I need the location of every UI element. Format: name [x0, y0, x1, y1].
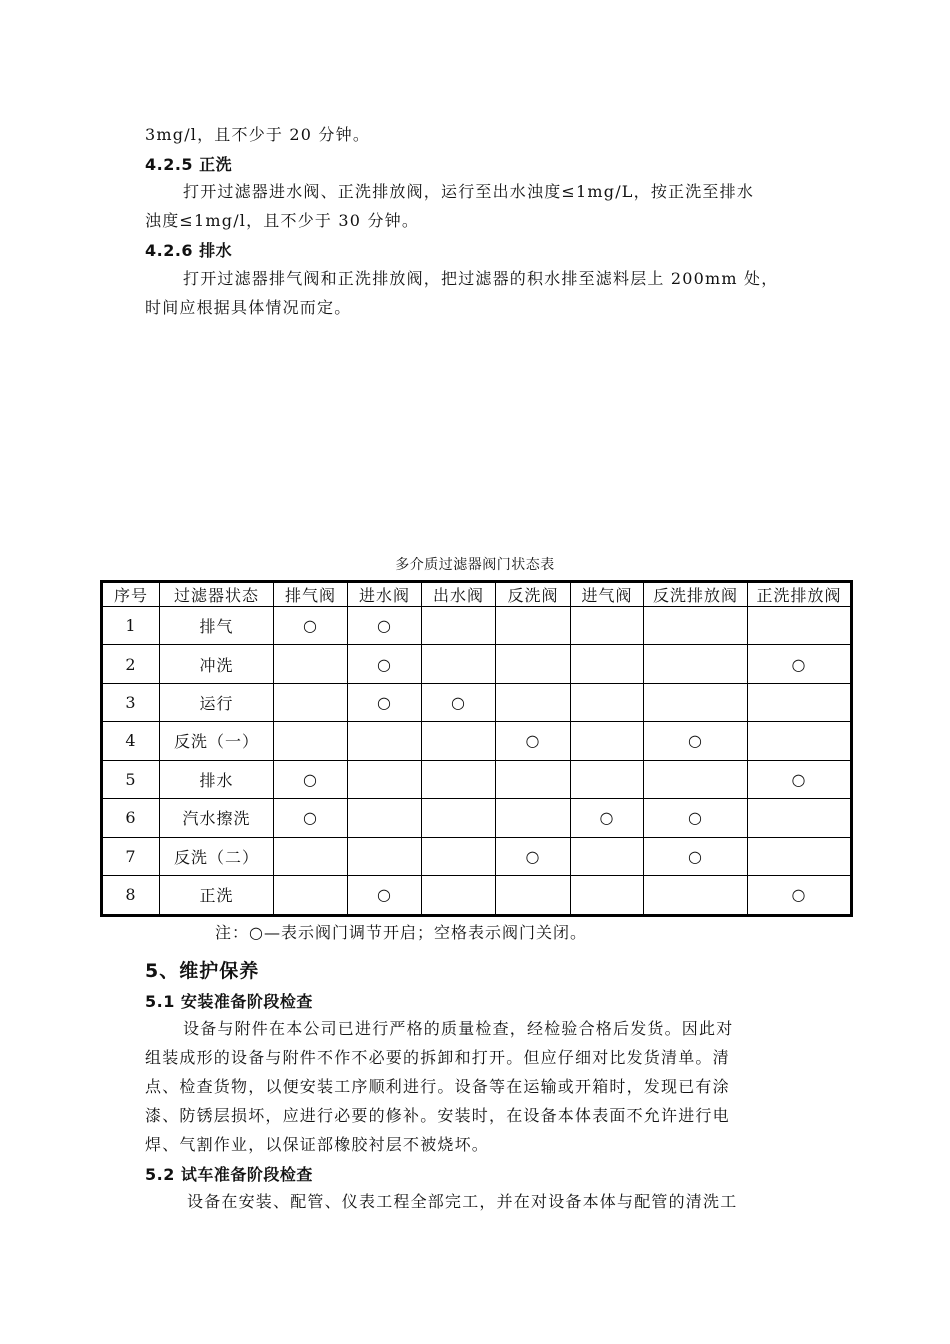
table-cell: ○	[496, 722, 571, 760]
table-cell: ○	[348, 607, 422, 645]
table-cell: 8	[102, 875, 160, 915]
table-cell: ○	[274, 607, 348, 645]
section-5-title: 5、维护保养	[145, 960, 260, 982]
paragraph-5-1-line4: 漆、防锈层损坏，应进行必要的修补。安装时，在设备本体表面不允许进行电	[145, 1106, 730, 1125]
table-cell	[748, 837, 852, 875]
header-cell: 正洗排放阀	[748, 582, 852, 607]
table-note: 注：○—表示阀门调节开启；空格表示阀门关闭。	[215, 923, 587, 942]
table-header-row	[102, 582, 852, 607]
valve-status-table	[100, 580, 853, 917]
table-cell	[496, 607, 571, 645]
table-cell	[496, 683, 571, 721]
table-cell	[571, 875, 644, 915]
table-cell: ○	[644, 837, 748, 875]
table-cell	[348, 799, 422, 837]
table-row	[102, 722, 852, 760]
table-cell: 1	[102, 607, 160, 645]
table-cell: ○	[748, 875, 852, 915]
table-cell	[571, 645, 644, 683]
table-cell	[496, 645, 571, 683]
table-row	[102, 645, 852, 683]
header-cell: 反洗阀	[496, 582, 571, 607]
table-cell: ○	[274, 799, 348, 837]
table-cell	[644, 645, 748, 683]
table-cell	[571, 607, 644, 645]
table-cell	[644, 683, 748, 721]
table-cell: 4	[102, 722, 160, 760]
paragraph-5-1-line1: 设备与附件在本公司已进行严格的质量检查，经检验合格后发货。因此对	[183, 1019, 734, 1038]
table-cell	[274, 722, 348, 760]
table-cell	[422, 645, 496, 683]
table-cell	[422, 799, 496, 837]
table-cell: 运行	[160, 683, 274, 721]
table-cell	[274, 683, 348, 721]
table-cell: 排水	[160, 760, 274, 798]
paragraph-5-1-line5: 焊、气割作业，以保证部橡胶衬层不被烧坏。	[145, 1135, 490, 1154]
table-row	[102, 760, 852, 798]
header-cell: 进气阀	[571, 582, 644, 607]
table-cell: 反洗（二）	[160, 837, 274, 875]
heading-4-2-6: 4.2.6 排水	[145, 241, 233, 260]
table-row	[102, 837, 852, 875]
table-cell	[748, 722, 852, 760]
header-cell: 进水阀	[348, 582, 422, 607]
heading-5-2: 5.2 试车准备阶段检查	[145, 1165, 313, 1184]
table-cell	[348, 837, 422, 875]
table-cell	[571, 722, 644, 760]
table-row	[102, 683, 852, 721]
table-cell: 冲洗	[160, 645, 274, 683]
table-cell	[571, 837, 644, 875]
paragraph-5-2-line1: 设备在安装、配管、仪表工程全部完工，并在对设备本体与配管的清洗工	[187, 1192, 738, 1211]
table-row	[102, 875, 852, 915]
continued-paragraph-line: 3mg/l，且不少于 20 分钟。	[145, 125, 371, 144]
table-cell: 2	[102, 645, 160, 683]
table-cell: ○	[571, 799, 644, 837]
paragraph-5-1-line2: 组装成形的设备与附件不作不必要的拆卸和打开。但应仔细对比发货清单。清	[145, 1048, 730, 1067]
table-cell: 汽水擦洗	[160, 799, 274, 837]
table-cell	[748, 683, 852, 721]
table-cell	[496, 760, 571, 798]
header-cell: 序号	[102, 582, 160, 607]
table-cell	[274, 837, 348, 875]
table-cell: ○	[644, 799, 748, 837]
table-cell	[422, 875, 496, 915]
table-cell: 反洗（一）	[160, 722, 274, 760]
table-cell: ○	[274, 760, 348, 798]
heading-4-2-5: 4.2.5 正洗	[145, 155, 233, 174]
table-cell: ○	[348, 875, 422, 915]
paragraph-4-2-5-line2: 浊度≤1mg/l，且不少于 30 分钟。	[145, 211, 420, 230]
header-cell: 排气阀	[274, 582, 348, 607]
table-cell	[348, 722, 422, 760]
table-cell: ○	[644, 722, 748, 760]
table-cell	[496, 875, 571, 915]
table-cell	[274, 875, 348, 915]
table-cell	[644, 760, 748, 798]
table-caption: 多介质过滤器阀门状态表	[395, 557, 555, 573]
table-cell	[496, 799, 571, 837]
table-cell	[644, 607, 748, 645]
table-row	[102, 799, 852, 837]
table-cell: ○	[348, 645, 422, 683]
table-cell	[748, 607, 852, 645]
table-cell	[644, 875, 748, 915]
header-cell: 反洗排放阀	[644, 582, 748, 607]
table-cell	[422, 837, 496, 875]
table-cell	[348, 760, 422, 798]
table-cell	[422, 607, 496, 645]
header-cell: 出水阀	[422, 582, 496, 607]
heading-5-1: 5.1 安装准备阶段检查	[145, 992, 313, 1011]
table-cell: 7	[102, 837, 160, 875]
table-cell: ○	[422, 683, 496, 721]
table-cell: 3	[102, 683, 160, 721]
paragraph-4-2-5-line1: 打开过滤器进水阀、正洗排放阀，运行至出水浊度≤1mg/L，按正洗至排水	[183, 182, 755, 201]
table-cell	[571, 760, 644, 798]
paragraph-4-2-6-line1: 打开过滤器排气阀和正洗排放阀，把过滤器的积水排至滤料层上 200mm 处，	[183, 269, 779, 288]
table-cell: ○	[496, 837, 571, 875]
table-cell: ○	[748, 760, 852, 798]
table-cell	[422, 722, 496, 760]
table-cell	[422, 760, 496, 798]
table-row	[102, 607, 852, 645]
table-cell	[748, 799, 852, 837]
table-cell: 5	[102, 760, 160, 798]
table-cell	[274, 645, 348, 683]
paragraph-5-1-line3: 点、检查货物，以便安装工序顺利进行。设备等在运输或开箱时，发现已有涂	[145, 1077, 730, 1096]
table-cell: ○	[748, 645, 852, 683]
table-cell: 6	[102, 799, 160, 837]
table-cell: ○	[348, 683, 422, 721]
paragraph-4-2-6-line2: 时间应根据具体情况而定。	[145, 298, 352, 317]
header-cell: 过滤器状态	[160, 582, 274, 607]
table-cell	[571, 683, 644, 721]
table-cell: 正洗	[160, 875, 274, 915]
table-cell: 排气	[160, 607, 274, 645]
